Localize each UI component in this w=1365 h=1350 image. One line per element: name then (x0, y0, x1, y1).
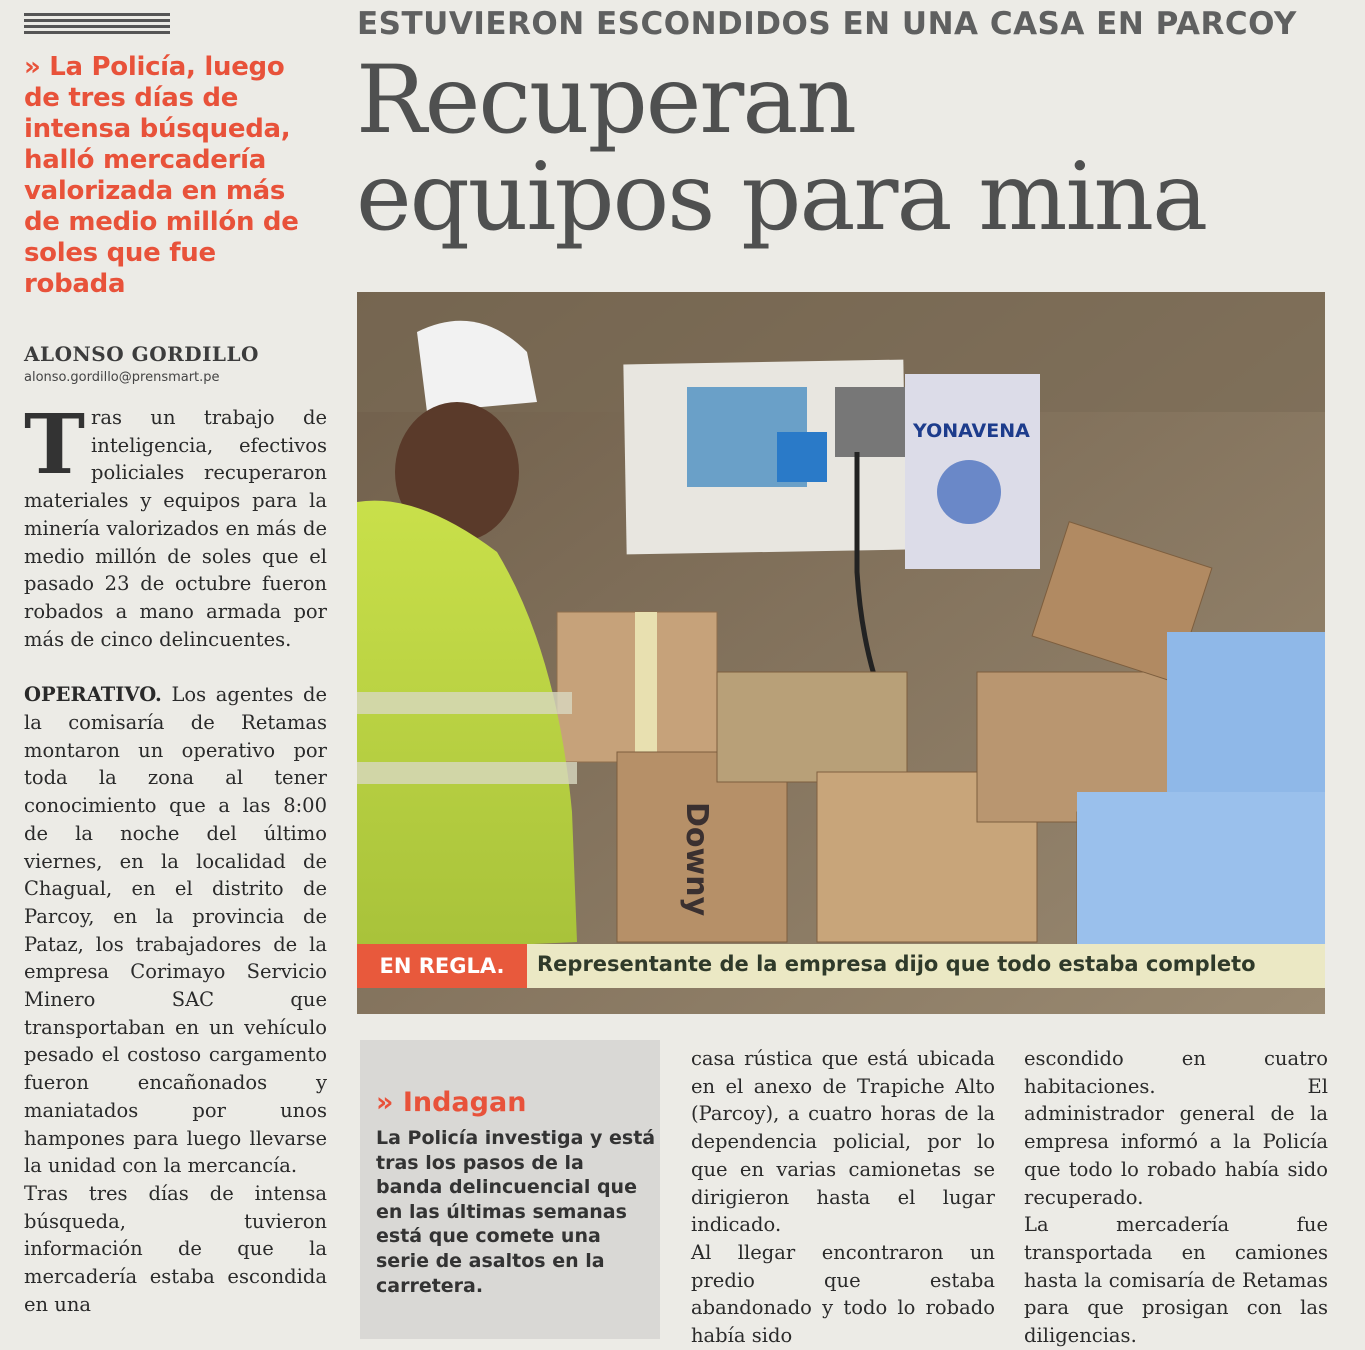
paragraph-1-text: ras un trabajo de inteligencia, efectivos policiales recuperaron materiales y equipos para la minería valorizados en más de medio millón de soles que el pasado 23 de octubre fueron robados a mano armada por más de cinco delincuentes. (24, 406, 327, 651)
dropcap: T (24, 397, 86, 493)
photo-illustration (357, 292, 1325, 1014)
article-column-4 (1024, 1045, 1328, 1350)
headline-line-2: equipos para mina (356, 143, 1207, 252)
article-column-3 (691, 1045, 995, 1350)
lead-arrow: » (24, 52, 41, 82)
byline-email: alonso.gordillo@prensmart.pe (24, 370, 220, 385)
article-paragraph-4: casa rústica que está ubicada en el anexo de Trapiche Alto (Parcoy), a cuatro horas de la dependencia policial, por lo que en varias camionetas se dirigieron hasta el lugar indicado. (691, 1047, 995, 1237)
section-label: OPERATIVO. (24, 683, 162, 707)
byline-author: ALONSO GORDILLO (24, 342, 259, 366)
article-paragraph-2 (24, 681, 327, 1180)
sidebar-box (360, 1040, 660, 1339)
lead-text: La Policía, luego de tres días de intensa búsqueda, halló mercadería valorizada en más de medio millón de soles que fue robada (24, 52, 299, 299)
article-paragraph-7: La mercadería fue transportada en camiones hasta la comisaría de Retamas para que prosigan con las diligencias. (1024, 1213, 1328, 1348)
article-column-1 (24, 397, 327, 1319)
article-paragraph-3: Tras tres días de intensa búsqueda, tuvieron información de que la mercadería estaba escondida en una (24, 1181, 327, 1316)
decorative-rule (24, 13, 170, 37)
box-brand-label: Downy (679, 802, 714, 917)
caption-text: Representante de la empresa dijo que todo estaba completo (537, 952, 1256, 976)
sidebar-title: » Indagan (376, 1087, 527, 1118)
kicker: ESTUVIERON ESCONDIDOS EN UNA CASA EN PARCOY (357, 6, 1297, 42)
paragraph-2-text: Los agentes de la comisaría de Retamas montaron un operativo por toda la zona al tener conocimiento que a las 8:00 de la noche del último viernes, en la localidad de Chagual, en el distrito de Parcoy, en la provincia de Pataz, los trabajadores de la empresa Corimayo Servicio Minero SAC que transportaban en un vehículo pesado el costoso cargamento fueron encañonados y maniatados por unos hampones para luego llevarse la unidad con la mercancía. (24, 683, 327, 1178)
headline-line-1: Recuperan (356, 46, 855, 155)
sidebar-body: La Policía investiga y está tras los pasos de la banda delincuencial que en las últimas semanas está que comete una serie de asaltos en la carretera. (376, 1127, 656, 1297)
article-paragraph-1 (24, 397, 327, 653)
photo-caption (357, 944, 1325, 988)
sign-label: YONAVENA (913, 420, 1030, 442)
news-photo (357, 292, 1325, 1014)
lead-summary (24, 52, 324, 300)
headline (356, 46, 1336, 252)
caption-tag: EN REGLA. (357, 944, 527, 988)
article-paragraph-6: escondido en cuatro habitaciones. El administrador general de la empresa informó a la Policía que todo lo robado había sido recuperado. (1024, 1047, 1328, 1209)
article-paragraph-5: Al llegar encontraron un predio que estaba abandonado y todo lo robado había sido (691, 1240, 995, 1348)
